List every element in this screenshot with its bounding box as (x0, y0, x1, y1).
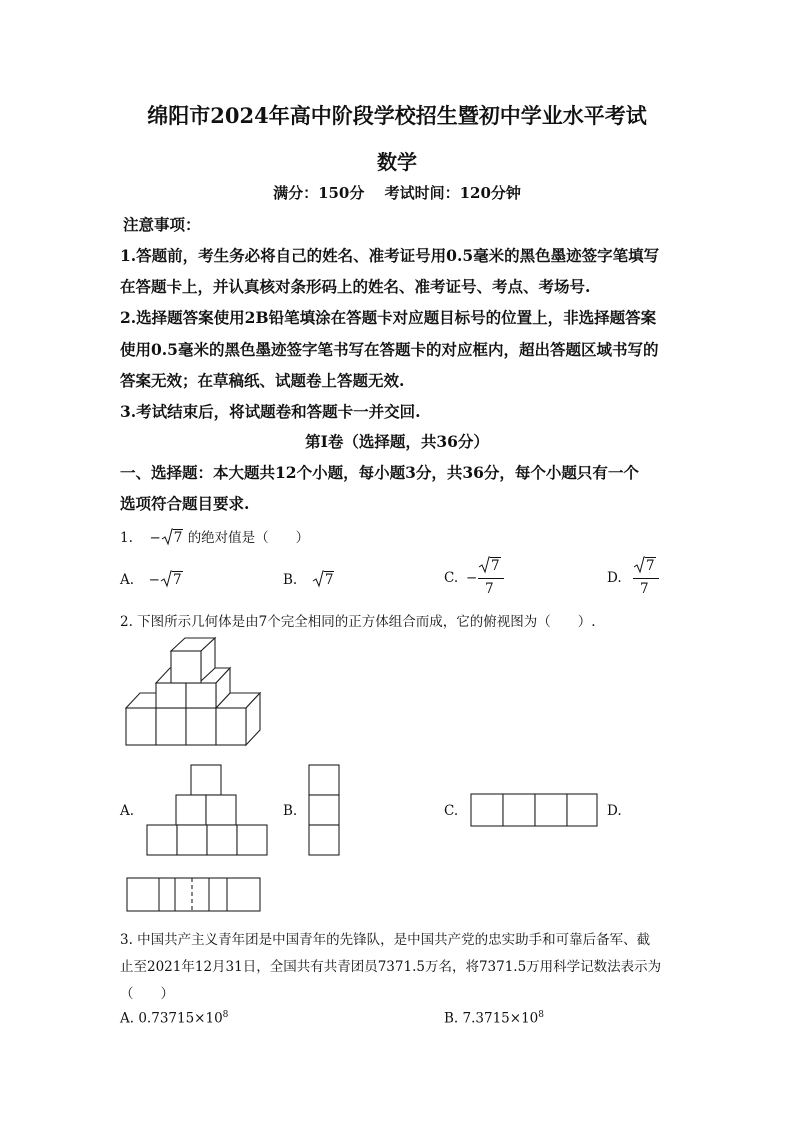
q3-option-a[interactable] (120, 1010, 228, 1027)
q1-stem (120, 526, 309, 546)
q2-stem: 2. 下图所示几何体是由7个完全相同的正方体组合而成，它的俯视图为（ ）. (120, 614, 596, 630)
sqrt-symbol (633, 556, 656, 574)
q2-option-a-label[interactable]: A. (120, 803, 135, 819)
section-instructions-cont: 选项符合题目要求. (120, 494, 250, 513)
cube-stack-figure (120, 635, 270, 750)
q3-stem-line3: （ ） (120, 986, 174, 1002)
q1-option-d[interactable] (607, 554, 677, 600)
q3-stem-line1: 3. 中国共产主义青年团是中国青年的先锋队，是中国共产党的忠实助手和可靠后备军、截 (120, 932, 651, 948)
option-denominator: 7 (485, 581, 494, 597)
option-sign: − (148, 572, 160, 588)
notes-line: 1.答题前，考生务必将自己的姓名、准考证号用0.5毫米的黑色墨迹签字笔填写 (120, 246, 660, 265)
q1-option-c[interactable] (444, 554, 514, 600)
option-radicand: 7 (646, 558, 655, 574)
option-label: A. (120, 572, 135, 588)
q3-option-b[interactable] (444, 1010, 544, 1027)
option-label: C. (444, 570, 459, 586)
sqrt-symbol (312, 570, 335, 588)
q2-option-b-label[interactable]: B. (283, 803, 298, 819)
option-sign: − (466, 570, 478, 586)
option-exponent: 8 (538, 1010, 544, 1020)
option-denominator: 7 (640, 581, 649, 597)
fraction-bar (633, 578, 659, 579)
q2-option-d-label[interactable]: D. (607, 803, 622, 819)
option-label: A. (120, 1010, 135, 1027)
notes-line: 在答题卡上，并认真核对条形码上的姓名、准考证号、考点、考场号. (120, 277, 591, 296)
option-radicand: 7 (324, 572, 334, 588)
option-exponent: 8 (222, 1010, 229, 1020)
sqrt-symbol (160, 570, 183, 588)
q3-stem-line2: 止至2021年12月31日，全国共有共青团员7371.5万名，将7371.5万用科学记数法表示为 (120, 959, 662, 975)
notes-line: 使用0.5毫米的黑色墨迹签字笔书写在答题卡的对应框内，超出答题区域书写的 (120, 340, 659, 359)
option-radicand: 7 (172, 572, 182, 588)
exam-title: 绵阳市2024年高中阶段学校招生暨初中学业水平考试 (147, 103, 647, 128)
q1-stem-text: 的绝对值是（ ） (187, 530, 310, 546)
notes-line: 3.考试结束后，将试题卷和答题卡一并交回. (120, 402, 421, 421)
q1-option-a[interactable] (120, 570, 183, 588)
q1-option-b[interactable] (283, 570, 334, 588)
q1-radicand: 7 (173, 530, 183, 546)
part1-heading: 第Ⅰ卷（选择题，共36分） (305, 432, 489, 451)
q1-minus: − (149, 530, 161, 546)
option-value: 0.73715×10 (138, 1010, 223, 1027)
option-label: B. (283, 572, 298, 588)
q2-option-b-figure (307, 763, 341, 858)
option-value: 7.3715×10 (462, 1010, 539, 1027)
notes-line: 答案无效；在草稿纸、试题卷上答题无效. (120, 371, 405, 390)
q2-option-c-figure (469, 792, 599, 828)
notes-heading: 注意事项： (123, 215, 201, 234)
option-label: B. (444, 1010, 459, 1027)
option-radicand: 7 (491, 558, 500, 574)
option-label: D. (607, 570, 622, 586)
score-info: 满分：150分 考试时间：120分钟 (273, 184, 521, 202)
sqrt-symbol (161, 528, 184, 546)
q2-option-c-label[interactable]: C. (444, 803, 459, 819)
q2-option-d-figure (125, 876, 263, 914)
fraction-bar (478, 578, 504, 579)
section-instructions: 一、选择题：本大题共12个小题，每小题3分，共36分，每个小题只有一个 (120, 463, 639, 482)
notes-line: 2.选择题答案使用2B铅笔填涂在答题卡对应题目标号的位置上，非选择题答案 (120, 308, 657, 327)
sqrt-symbol (478, 556, 501, 574)
subject-title: 数学 (377, 150, 417, 174)
q2-option-a-figure (145, 763, 270, 858)
q1-number: 1. (120, 530, 133, 546)
